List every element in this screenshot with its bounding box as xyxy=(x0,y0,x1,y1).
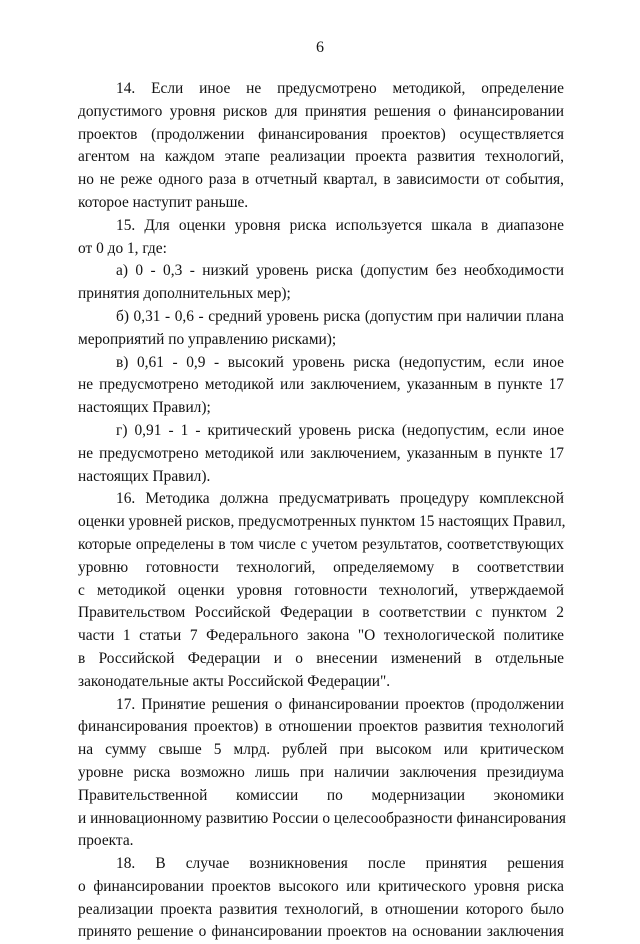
text-line: о финансировании проектов высокого или критического уровня риска xyxy=(78,877,564,895)
text-line: уровне риска возможно лишь при наличии заключения президиума xyxy=(78,763,564,781)
text-line: а) 0 - 0,3 - низкий уровень риска (допустим без необходимости xyxy=(116,262,564,280)
text-line: допустимого уровня рисков для принятия решения о финансировании xyxy=(78,102,564,120)
text-line: финансирования проектов) в отношении проектов развития технологий xyxy=(78,718,564,736)
page-number: 6 xyxy=(316,39,324,56)
text-line: реализации проекта развития технологий, в отношении которого было xyxy=(78,900,564,918)
text-line: уровню готовности технологий, определяемому в соответствии xyxy=(78,558,564,576)
text-line: от 0 до 1, где: xyxy=(78,239,167,257)
text-line: в Российской Федерации и о внесении изменений в отдельные xyxy=(78,649,564,667)
text-line: б) 0,31 - 0,6 - средний уровень риска (допустим при наличии плана xyxy=(116,307,564,325)
text-line: проектов (продолжении финансирования проектов) осуществляется xyxy=(78,125,564,143)
text-line: г) 0,91 - 1 - критический уровень риска (недопустим, если иное xyxy=(116,421,564,439)
text-line: 17. Принятие решения о финансировании проектов (продолжении xyxy=(116,695,564,713)
text-line: с методикой оценки уровня готовности технологий, утверждаемой xyxy=(78,581,564,599)
text-line: не предусмотрено методикой или заключением, указанным в пункте 17 xyxy=(78,444,564,462)
text-line: 15. Для оценки уровня риска используется шкала в диапазоне xyxy=(116,216,564,234)
text-line: принятия дополнительных мер); xyxy=(78,285,291,303)
text-line: мероприятий по управлению рисками); xyxy=(78,330,337,348)
text-line: в) 0,61 - 0,9 - высокий уровень риска (недопустим, если иное xyxy=(116,353,564,371)
text-line: оценки уровней рисков, предусмотренных пунктом 15 настоящих Правил, xyxy=(78,513,566,531)
text-line: 16. Методика должна предусматривать процедуру комплексной xyxy=(116,490,564,508)
text-line: части 1 статьи 7 Федерального закона "О технологической политике xyxy=(78,627,564,645)
text-line: агентом на каждом этапе реализации проекта развития технологий, xyxy=(78,148,564,166)
text-line: на сумму свыше 5 млрд. рублей при высоком или критическом xyxy=(78,741,564,759)
text-line: и инновационному развитию России о целесообразности финансирования xyxy=(78,809,566,827)
text-line: Правительством Российской Федерации в соответствии с пунктом 2 xyxy=(78,604,564,622)
text-line: Правительственной комиссии по модернизации экономики xyxy=(78,786,564,804)
text-line: 14. Если иное не предусмотрено методикой, определение xyxy=(116,80,564,97)
text-line: настоящих Правил). xyxy=(78,467,211,485)
text-line: которые определены в том числе с учетом результатов, соответствующих xyxy=(78,535,564,553)
text-line: законодательные акты Российской Федерации". xyxy=(78,672,391,690)
text-line: принято решение о финансировании проектов на основании заключения xyxy=(78,923,564,941)
text-line: которое наступит раньше. xyxy=(78,193,249,211)
document-body xyxy=(78,78,564,944)
text-line: не предусмотрено методикой или заключением, указанным в пункте 17 xyxy=(78,376,564,394)
text-line: настоящих Правил); xyxy=(78,399,211,417)
text-line: но не реже одного раза в отчетный квартал, в зависимости от события, xyxy=(78,171,564,189)
text-line: 18. В случае возникновения после принятия решения xyxy=(116,855,564,873)
text-line: проекта. xyxy=(78,832,134,850)
